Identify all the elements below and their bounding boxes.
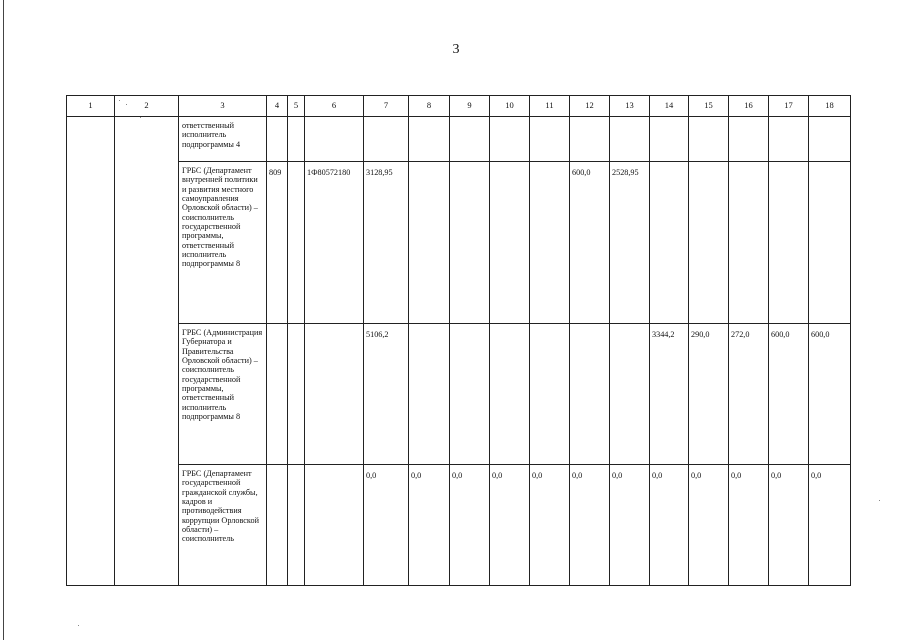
value-text: 0,0 (572, 471, 583, 480)
value-cell-col11 (530, 465, 570, 586)
grbs-code (267, 117, 287, 123)
value-text: 0,0 (652, 471, 663, 480)
table-row (67, 465, 851, 586)
grbs-code-cell (267, 117, 288, 162)
value-text (530, 162, 569, 168)
grbs-code (267, 324, 287, 330)
description-cell (179, 465, 267, 586)
col5-cell (288, 465, 305, 586)
value-cell-col8 (409, 117, 450, 162)
value-text (409, 117, 449, 123)
value-text (409, 324, 449, 330)
value-cell-col12 (570, 117, 610, 162)
header-row (67, 96, 851, 117)
target-code (305, 117, 363, 123)
column-header-14: 14 (650, 96, 689, 117)
value-text (729, 117, 768, 123)
column-header-4: 4 (267, 96, 288, 117)
value-cell-col10 (490, 324, 530, 465)
table-body (67, 96, 851, 586)
value-cell-col15 (689, 162, 729, 324)
value-cell-col13 (610, 465, 650, 586)
value-text (450, 324, 489, 330)
value-cell-col14 (650, 324, 689, 465)
target-code-cell (305, 162, 364, 324)
value-cell-col17 (769, 324, 809, 465)
grbs-code: 809 (269, 168, 282, 177)
table-row (67, 162, 851, 324)
value-text: 3344,2 (652, 330, 675, 339)
description-text: ГРБС (Администрация Губернатора и Правительства Орловской области) – соисполнитель государственной программы, ответственный исполнитель подпрограммы 8 (182, 328, 263, 422)
column-header-5: 5 (288, 96, 305, 117)
value-cell-col17 (769, 162, 809, 324)
value-text: 0,0 (411, 471, 422, 480)
value-text (610, 117, 649, 123)
column-header-12: 12 (570, 96, 610, 117)
col5-cell (288, 117, 305, 162)
value-text (490, 117, 529, 123)
grbs-code-cell (267, 162, 288, 324)
column-header-16: 16 (729, 96, 769, 117)
value-cell-col18 (809, 465, 851, 586)
value-text (450, 117, 489, 123)
value-text (570, 117, 609, 123)
scan-speck (879, 500, 880, 501)
value-cell-col10 (490, 117, 530, 162)
value-text: 0,0 (691, 471, 702, 480)
value-text (450, 162, 489, 168)
value-cell-col11 (530, 117, 570, 162)
target-code: 1Ф80572180 (307, 168, 351, 177)
target-code-cell (305, 324, 364, 465)
value-text (490, 162, 529, 168)
scan-speck (140, 117, 141, 118)
col5-cell (288, 324, 305, 465)
column-header-17: 17 (769, 96, 809, 117)
target-code (305, 324, 363, 330)
column-header-18: 18 (809, 96, 851, 117)
col1-cell (67, 117, 115, 586)
value-text (364, 117, 408, 123)
value-cell-col8 (409, 324, 450, 465)
value-text: 0,0 (492, 471, 503, 480)
scan-speck (119, 100, 120, 101)
value-text (610, 324, 649, 330)
value-cell-col18 (809, 324, 851, 465)
description-text: ГРБС (Департамент внутренней политики и развития местного самоуправления Орловской области) – соисполнитель государственной программы, ответственный исполнитель подпрограммы 8 (182, 166, 258, 269)
value-text: 0,0 (452, 471, 463, 480)
value-text: 0,0 (811, 471, 822, 480)
value-cell-col12 (570, 162, 610, 324)
value-text: 3128,95 (366, 168, 393, 177)
col5-cell (288, 162, 305, 324)
value-cell-col15 (689, 117, 729, 162)
value-text (729, 162, 768, 168)
value-cell-col12 (570, 324, 610, 465)
value-cell-col8 (409, 162, 450, 324)
column-header-3: 3 (179, 96, 267, 117)
value-text (689, 162, 728, 168)
value-text (650, 162, 688, 168)
description-cell (179, 162, 267, 324)
description-cell (179, 117, 267, 162)
value-text: 600,0 (771, 330, 790, 339)
target-code-cell (305, 465, 364, 586)
value-cell-col7 (364, 324, 409, 465)
value-cell-col14 (650, 117, 689, 162)
value-cell-col9 (450, 465, 490, 586)
value-cell-col18 (809, 162, 851, 324)
value-text: 0,0 (366, 471, 377, 480)
value-cell-col13 (610, 117, 650, 162)
column-header-8: 8 (409, 96, 450, 117)
value-cell-col17 (769, 465, 809, 586)
value-text: 600,0 (811, 330, 830, 339)
column-header-13: 13 (610, 96, 650, 117)
value-text: 2528,95 (612, 168, 639, 177)
value-text (490, 324, 529, 330)
description-text: ГРБС (Департамент государственной гражданской службы, кадров и противодействия коррупции Орловской области) – соисполнитель (182, 469, 259, 544)
table-row (67, 324, 851, 465)
value-text (570, 324, 609, 330)
value-cell-col15 (689, 465, 729, 586)
value-cell-col14 (650, 465, 689, 586)
column-header-11: 11 (530, 96, 570, 117)
value-text (689, 117, 728, 123)
value-text: 0,0 (731, 471, 742, 480)
value-text: 0,0 (771, 471, 782, 480)
value-cell-col11 (530, 324, 570, 465)
value-cell-col10 (490, 162, 530, 324)
column-header-2: 2 (115, 96, 179, 117)
scan-edge-line (3, 0, 4, 640)
col2-cell (115, 117, 179, 586)
value-text (650, 117, 688, 123)
table-row (67, 117, 851, 162)
value-cell-col7 (364, 117, 409, 162)
target-code (305, 465, 363, 471)
grbs-code-cell (267, 324, 288, 465)
description-text: ответственный исполнитель подпрограммы 4 (182, 121, 241, 149)
value-cell-col13 (610, 162, 650, 324)
value-cell-col18 (809, 117, 851, 162)
value-cell-col13 (610, 324, 650, 465)
scan-speck (126, 104, 127, 105)
value-cell-col7 (364, 162, 409, 324)
value-text: 0,0 (612, 471, 623, 480)
value-cell-col11 (530, 162, 570, 324)
value-text (409, 162, 449, 168)
value-text: 272,0 (731, 330, 750, 339)
value-cell-col16 (729, 465, 769, 586)
column-header-6: 6 (305, 96, 364, 117)
scan-speck (78, 625, 79, 626)
value-cell-col16 (729, 162, 769, 324)
description-cell (179, 324, 267, 465)
target-code-cell (305, 117, 364, 162)
column-header-10: 10 (490, 96, 530, 117)
value-text: 290,0 (691, 330, 710, 339)
value-text (530, 324, 569, 330)
column-header-9: 9 (450, 96, 490, 117)
value-text (530, 117, 569, 123)
value-cell-col16 (729, 117, 769, 162)
value-text: 600,0 (572, 168, 591, 177)
grbs-code-cell (267, 465, 288, 586)
value-text (769, 117, 808, 123)
value-text: 0,0 (532, 471, 543, 480)
value-text (809, 162, 850, 168)
column-header-7: 7 (364, 96, 409, 117)
value-text (769, 162, 808, 168)
value-cell-col15 (689, 324, 729, 465)
value-cell-col14 (650, 162, 689, 324)
value-cell-col10 (490, 465, 530, 586)
value-cell-col12 (570, 465, 610, 586)
grbs-code (267, 465, 287, 471)
page-number: 3 (452, 42, 460, 57)
value-cell-col8 (409, 465, 450, 586)
value-cell-col7 (364, 465, 409, 586)
value-text (809, 117, 850, 123)
value-cell-col9 (450, 117, 490, 162)
value-text: 5106,2 (366, 330, 389, 339)
value-cell-col16 (729, 324, 769, 465)
value-cell-col9 (450, 162, 490, 324)
budget-table (66, 95, 851, 586)
column-header-1: 1 (67, 96, 115, 117)
column-header-15: 15 (689, 96, 729, 117)
value-cell-col17 (769, 117, 809, 162)
value-cell-col9 (450, 324, 490, 465)
